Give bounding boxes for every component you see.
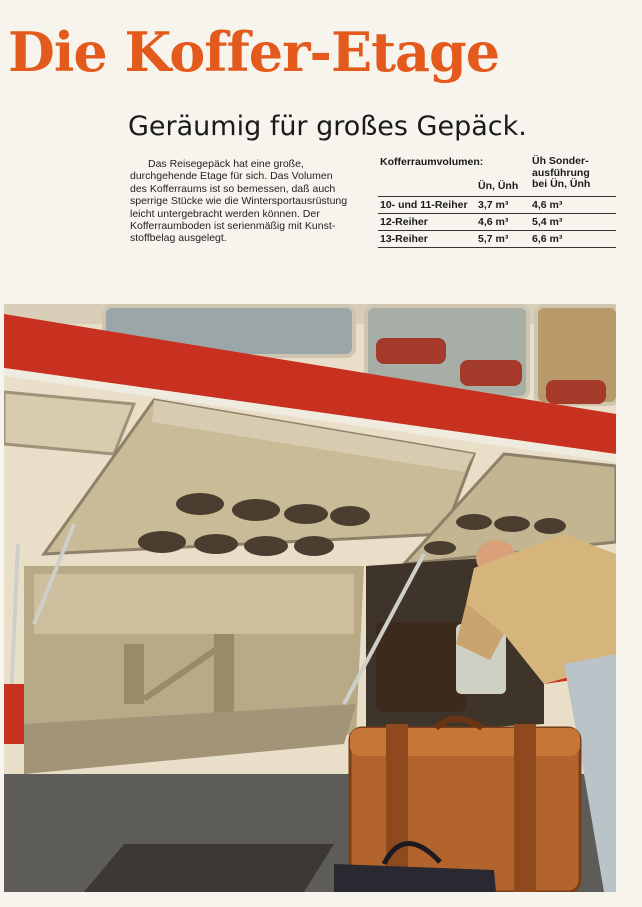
body-line: durchgehende Etage für sich. Das Volumen bbox=[130, 170, 333, 183]
header-standard: Ün, Ünh bbox=[478, 180, 519, 192]
header-special-line: bei Ün, Ünh bbox=[532, 178, 591, 190]
row-standard: 4,6 m³ bbox=[478, 216, 509, 228]
row-standard: 5,7 m³ bbox=[478, 233, 509, 245]
body-line: leicht untergebracht werden können. Der bbox=[130, 207, 320, 220]
header-special bbox=[532, 156, 590, 191]
body-line: sperrige Stücke wie die Wintersportausrüstung bbox=[130, 195, 348, 208]
table-header bbox=[378, 154, 616, 196]
body-line: Das Reisegepäck hat eine große, bbox=[148, 158, 304, 170]
row-label: 13-Reiher bbox=[380, 233, 428, 245]
page-title: Die Koffer-Etage bbox=[8, 20, 500, 84]
row-label: 10- und 11-Reiher bbox=[380, 199, 468, 211]
body-line: des Kofferraums ist so bemessen, daß auch bbox=[130, 182, 336, 195]
luggage-volume-table bbox=[378, 154, 616, 248]
bus-luggage-photo bbox=[4, 304, 616, 892]
header-label: Kofferraumvolumen: bbox=[380, 156, 484, 168]
row-label: 12-Reiher bbox=[380, 216, 428, 228]
row-special: 6,6 m³ bbox=[532, 233, 563, 245]
row-special: 5,4 m³ bbox=[532, 216, 563, 228]
table-row bbox=[378, 230, 616, 248]
page-subtitle: Geräumig für großes Gepäck. bbox=[128, 111, 527, 142]
table-row bbox=[378, 213, 616, 230]
row-standard: 3,7 m³ bbox=[478, 199, 509, 211]
table-row bbox=[378, 196, 616, 213]
body-paragraph bbox=[130, 158, 360, 245]
body-line: stoffbelag ausgelegt. bbox=[130, 232, 227, 245]
header-special-line: ausführung bbox=[532, 166, 590, 179]
body-line: Kofferraumboden ist serienmäßig mit Kunst- bbox=[130, 220, 336, 233]
header-special-line: Üh Sonder- bbox=[532, 155, 589, 167]
row-special: 4,6 m³ bbox=[532, 199, 563, 211]
